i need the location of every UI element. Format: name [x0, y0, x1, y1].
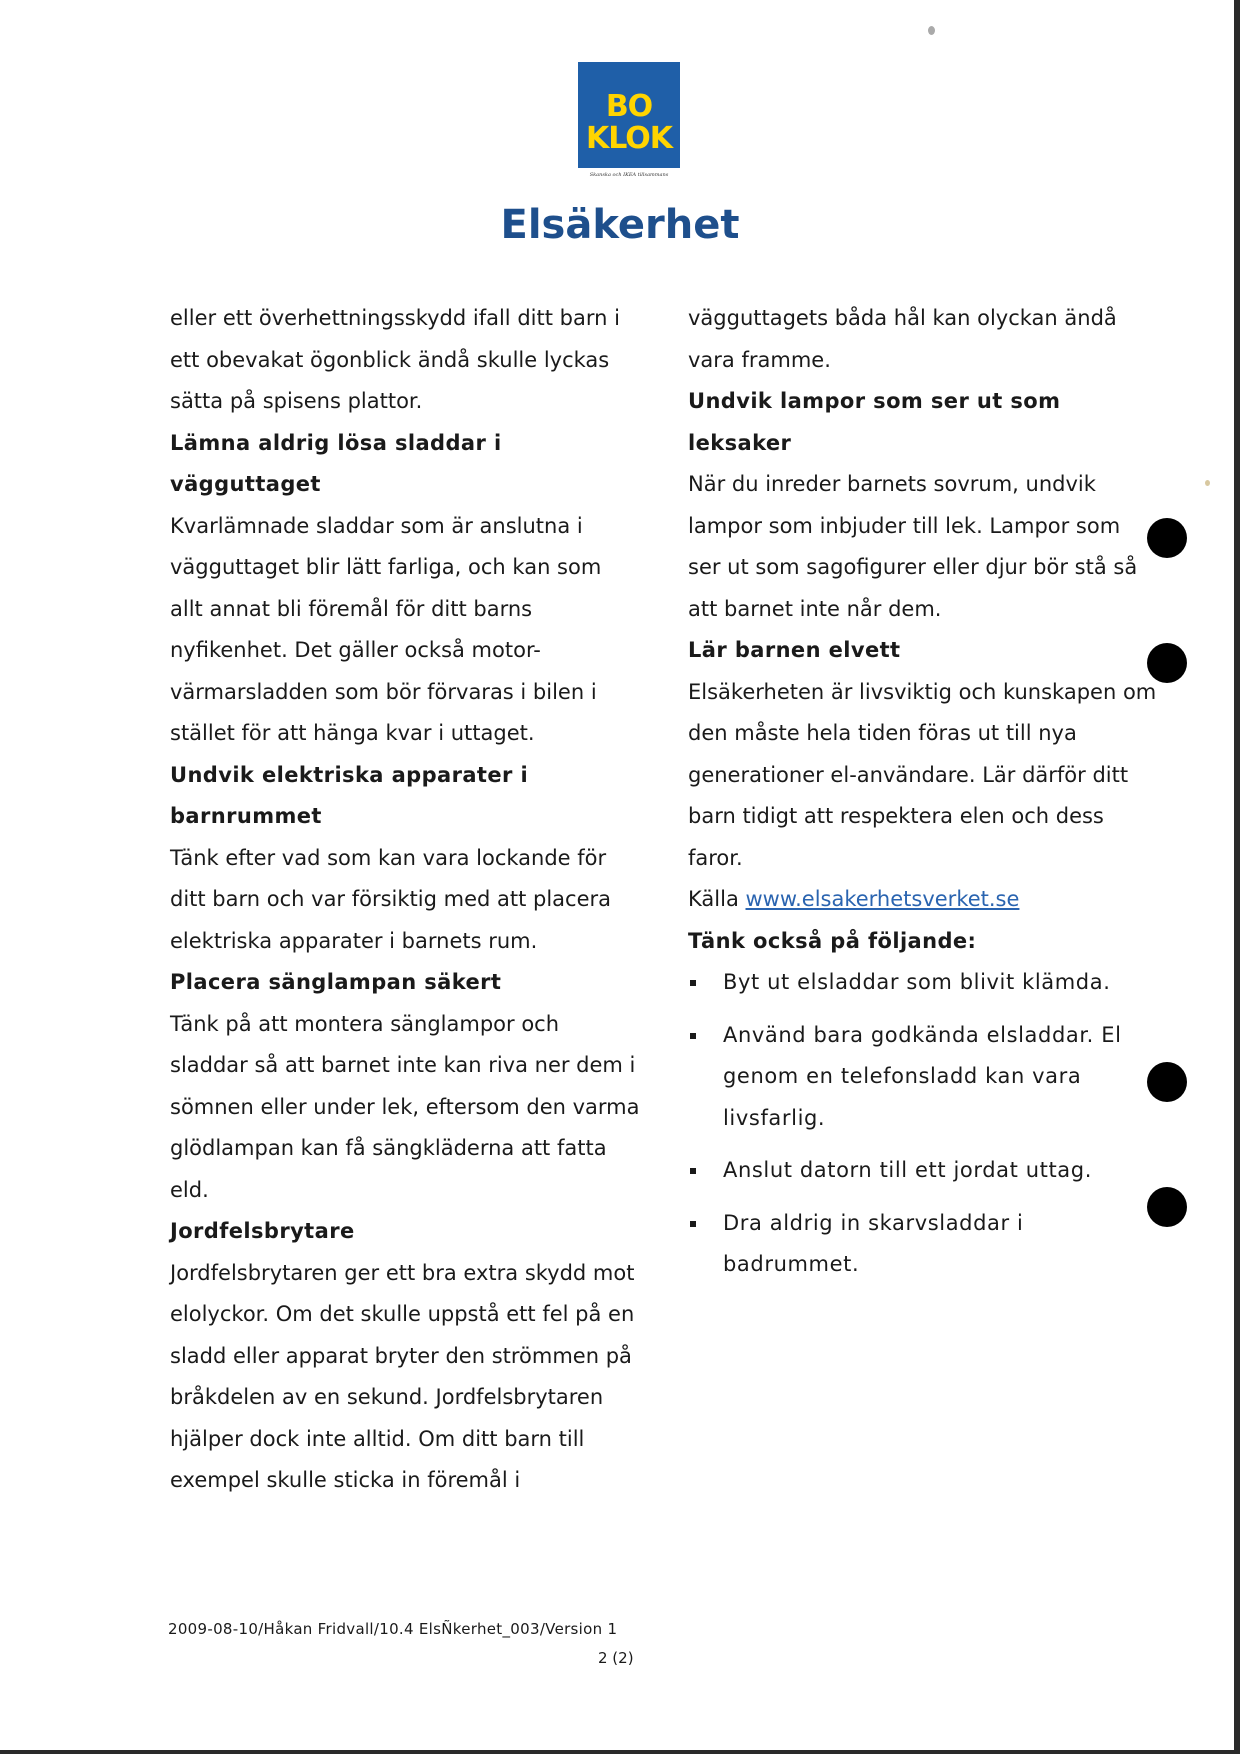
- scan-edge-bottom: [0, 1750, 1240, 1754]
- list-item: [688, 1015, 1158, 1140]
- left-column: [170, 298, 640, 1502]
- list-item: [688, 1203, 1158, 1286]
- scan-speck: [928, 26, 935, 35]
- boklok-logo: [578, 62, 680, 168]
- footer-reference: 2009-08-10/Håkan Fridvall/10.4 ElsÑkerhet_003/Version 1: [168, 1620, 618, 1638]
- also-heading: Tänk också på följande:: [688, 928, 977, 953]
- section-heading: Lämna aldrig lösa sladdar i vägguttaget: [170, 430, 502, 496]
- bullet-icon: [690, 1033, 696, 1039]
- section-body: Tänk på att montera sänglampor och sladdar så att barnet inte kan riva ner dem i sömnen eller under lek, eftersom den varma glödlampan kan få sängkläderna att fatta eld.: [170, 1011, 640, 1202]
- bullet-icon: [690, 1168, 696, 1174]
- source-line: [688, 879, 1158, 921]
- bullet-icon: [690, 1221, 696, 1227]
- scan-speck: [1205, 480, 1210, 486]
- list-item-text: Dra aldrig in skarvsladdar i badrummet.: [723, 1210, 1024, 1276]
- source-link[interactable]: www.elsakerhetsverket.se: [745, 887, 1020, 911]
- logo-text-bo: BO: [605, 89, 653, 124]
- section-heading: Placera sänglampan säkert: [170, 970, 502, 994]
- list-item: [688, 962, 1158, 1004]
- list-item: [688, 1150, 1158, 1192]
- list-item-text: Använd bara godkända elsladdar. El genom en telefonsladd kan vara livsfarlig.: [723, 1022, 1122, 1130]
- scan-edge-right: [1234, 0, 1240, 1754]
- logo-tagline: Skanska och IKEA tillsammans: [589, 172, 669, 178]
- section-body: När du inreder barnets sovrum, undvik lampor som inbjuder till lek. Lampor som ser ut som sagofigurer eller djur bör stå så att barnet inte når dem.: [688, 472, 1138, 621]
- page-title: Elsäkerhet: [500, 202, 740, 248]
- section-body: Elsäkerheten är livsviktig och kunskapen om den måste hela tiden föras ut till nya generationer el-användare. Lär därför ditt barn tidigt att respektera elen och dess faror.: [688, 679, 1157, 870]
- right-column: [688, 298, 1158, 1297]
- list-item-text: Byt ut elsladdar som blivit klämda.: [723, 970, 1111, 994]
- source-label: Källa: [688, 887, 739, 911]
- section-heading: Undvik elektriska apparater i barnrummet: [170, 762, 529, 828]
- section-body: Jordfelsbrytaren ger ett bra extra skydd mot elolyckor. Om det skulle uppstå ett fel på en sladd eller apparat bryter den strömmen på bråkdelen av en sekund. Jordfelsbrytaren hjälper dock inte alltid. Om ditt barn till exempel skulle sticka in föremål i: [170, 1260, 635, 1492]
- right-intro: vägguttagets båda hål kan olyckan ändå vara framme.: [688, 306, 1117, 372]
- section-heading: Jordfelsbrytare: [170, 1219, 355, 1243]
- left-intro: eller ett överhettningsskydd ifall ditt barn i ett obevakat ögonblick ändå skulle lyckas sätta på spisens plattor.: [170, 306, 620, 413]
- tips-list: [688, 962, 1158, 1286]
- list-item-text: Anslut datorn till ett jordat uttag.: [723, 1158, 1092, 1182]
- section-body: Tänk efter vad som kan vara lockande för ditt barn och var försiktig med att placera elektriska apparater i barnets rum.: [170, 845, 612, 953]
- section-body: Kvarlämnade sladdar som är anslutna i vägguttaget blir lätt farliga, och kan som allt annat bli föremål för ditt barns nyfikenhet. Det gäller också motor-värmarsladden som bör förvaras i bilen i stället för att hänga kvar i uttaget.: [170, 513, 602, 745]
- page-number: 2 (2): [598, 1649, 634, 1667]
- section-heading: Undvik lampor som ser ut som leksaker: [688, 389, 1061, 455]
- logo-text-klok: KLOK: [585, 121, 673, 156]
- section-heading: Lär barnen elvett: [688, 638, 901, 662]
- bullet-icon: [690, 980, 696, 986]
